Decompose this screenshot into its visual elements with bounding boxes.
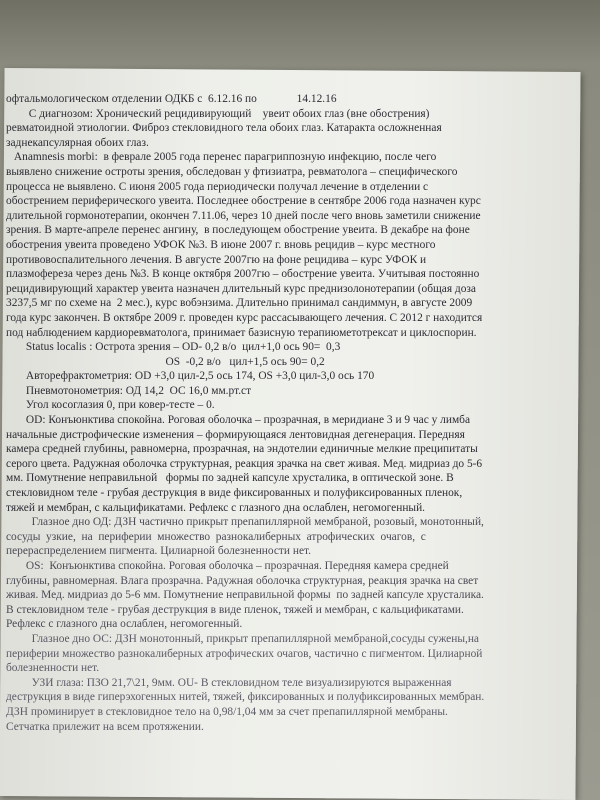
doc-line-33: OS: Конъюнктива спокойна. Роговая оболочка – прозрачная. Передняя камера средней xyxy=(6,560,449,572)
doc-line-3: ревматоидной этиологии. Фиброз стекловидного тела обоих глаз. Катаракта осложненная xyxy=(6,122,442,135)
doc-line-27: мм. Помутнение неправильной формы по задней капсуле хрусталика, в оптической зоне. В xyxy=(6,472,454,485)
doc-line-9: длительной гормонотерапии, окончен 7.11.06, через 10 дней после чего вновь заметили снижение xyxy=(6,209,481,222)
doc-line-44: Сетчатка прилежит на всем протяжении. xyxy=(6,720,204,733)
doc-line-7: процесса не выявлено. С июня 2005 года периодически получал лечение в отделении с xyxy=(6,180,429,193)
doc-line-43: ДЗН проминирует в стекловидное тело на 0,98/1,04 мм за счет препапиллярной мембраны. xyxy=(6,705,448,718)
doc-line-5: Anamnesis morbi: в феврале 2005 года перенес парагриппозную инфекцию, после чего xyxy=(6,151,437,164)
doc-line-2: С диагнозом: Хронический рецидивирующий увеит обоих глаз (вне обострения) xyxy=(6,107,430,120)
doc-line-10: зрения. В марте-апреле перенес ангину, в последующем обострение увеита. В декабре на фоне xyxy=(6,224,470,237)
doc-line-41: УЗИ глаза: ПЗО 21,7\21, 9мм. OU- В стекловидном теле визуализируются выраженная xyxy=(6,676,452,689)
doc-line-18: Status localis : Острота зрения – OD- 0,2 в/о цил+1,0 ось 90= 0,3 xyxy=(6,341,341,354)
doc-line-28: стекловидном теле - грубая деструкция в виде фиксированных и полуфиксированных пленок, xyxy=(6,487,463,500)
doc-line-19: OS -0,2 в/о цил+1,5 ось 90= 0,2 xyxy=(6,355,325,368)
doc-line-26: серого цвета. Радужная оболочка структурная, реакция зрачка на свет живая. Мед. мидриаз до 5-6 xyxy=(6,457,483,470)
doc-line-35: живая. Мед. мидриаз до 5-6 мм. Помутнение неправильной формы по задней капсуле хрусталика. xyxy=(6,589,484,602)
doc-line-14: рецидивирующий характер увеита назначен длительный курс преднизолонотерапии (общая доза xyxy=(6,282,476,295)
doc-line-34: глубины, равномерная. Влага прозрачна. Радужная оболочка структурная, реакция зрачка на свет xyxy=(6,574,479,587)
doc-line-11: обострения увеита проведено УФОК №3. В июне 2007 г. вновь рецидив – курс местного xyxy=(6,238,436,251)
doc-line-17: под наблюдением кардиоревматолога, принимает базисную терапиюметотрексат и циклоспорин. xyxy=(6,326,477,339)
doc-line-6: выявлено снижение остроты зрения, обследован у фтизиатра, ревматолога – специфического xyxy=(6,165,458,178)
doc-line-13: плазмофереза через день №3. В конце октября 2007гю – обострение увеита. Учитывая постоянно xyxy=(6,268,480,281)
doc-line-12: противовоспалительного лечения. В августе 2007гю на фоне рецидива – курс УФОК и xyxy=(6,253,427,266)
doc-line-20: Авторефрактометрия: OD +3,0 цил-2,5 ось 174, OS +3,0 цил-3,0 ось 170 xyxy=(6,370,375,383)
doc-line-37: Рефлекс с глазного дна ослаблен, негомогенный. xyxy=(6,618,243,631)
doc-line-1: офтальмологическом отделении ОДКБ с 6.12.16 по 14.12.16 xyxy=(6,93,337,105)
doc-line-39: периферии множество разнокалиберных атрофических очагов, частично с пигментом. Цилиарной xyxy=(6,647,483,660)
doc-line-40: болезненности нет. xyxy=(6,662,100,675)
doc-line-31: сосуды узкие, на периферии множество разнокалиберных атрофических очагов, с xyxy=(6,530,426,543)
doc-line-23: OD: Конъюнктива спокойна. Роговая оболочка – прозрачная, в меридиане 3 и 9 час у лимба xyxy=(6,414,471,427)
document-body xyxy=(6,92,571,734)
doc-line-16: года курс закончен. В октябре 2009 г. проведен курс рассасывающего лечения. С 2012 г находится xyxy=(6,311,483,324)
doc-line-22: Угол косоглазия 0, при ковер-тесте – 0. xyxy=(6,399,215,412)
doc-line-21: Пневмотонометрия: ОД 14,2 ОС 16,0 мм.рт.ст xyxy=(6,384,252,397)
doc-line-42: деструкция в виде гиперэхогенных нитей, тяжей, фиксированных и полуфиксированных мембран. xyxy=(6,691,485,704)
doc-line-30: Глазное дно ОД: ДЗН частично прикрыт препапиллярной мембраной, розовый, монотонный, xyxy=(6,516,484,529)
doc-line-32: перераспределением пигмента. Цилиарной болезненности нет. xyxy=(6,545,311,558)
doc-line-4: заднекапсулярная обоих глаз. xyxy=(6,136,149,149)
doc-line-15: 3237,5 мг по схеме на 2 мес.), курс вобэнзима. Длительно принимал сандиммун, в августе 2009 xyxy=(6,297,473,310)
doc-line-36: В стекловидном теле - грубая деструкция в виде пленок, тяжей и мембран, с кальцификатами. xyxy=(6,603,464,616)
doc-line-8: обострением периферического увеита. Последнее обострение в сентябре 2006 года назначен курс xyxy=(6,195,481,208)
doc-line-25: камера средней глубины, равномерна, прозрачная, на эндотелии единичные мелкие преципитаты xyxy=(6,443,478,456)
doc-line-24: начальные дистрофические изменения – формирующаяся лентовидная дегенерация. Передняя xyxy=(6,428,465,441)
doc-line-29: тяжей и мембран, с кальцификатами. Рефлекс с глазного дна ослаблен, негомогенный. xyxy=(6,501,426,514)
doc-line-38: Глазное дно ОС: ДЗН монотонный, прикрыт препапиллярной мембраной,сосуды сужены,на xyxy=(6,632,479,645)
